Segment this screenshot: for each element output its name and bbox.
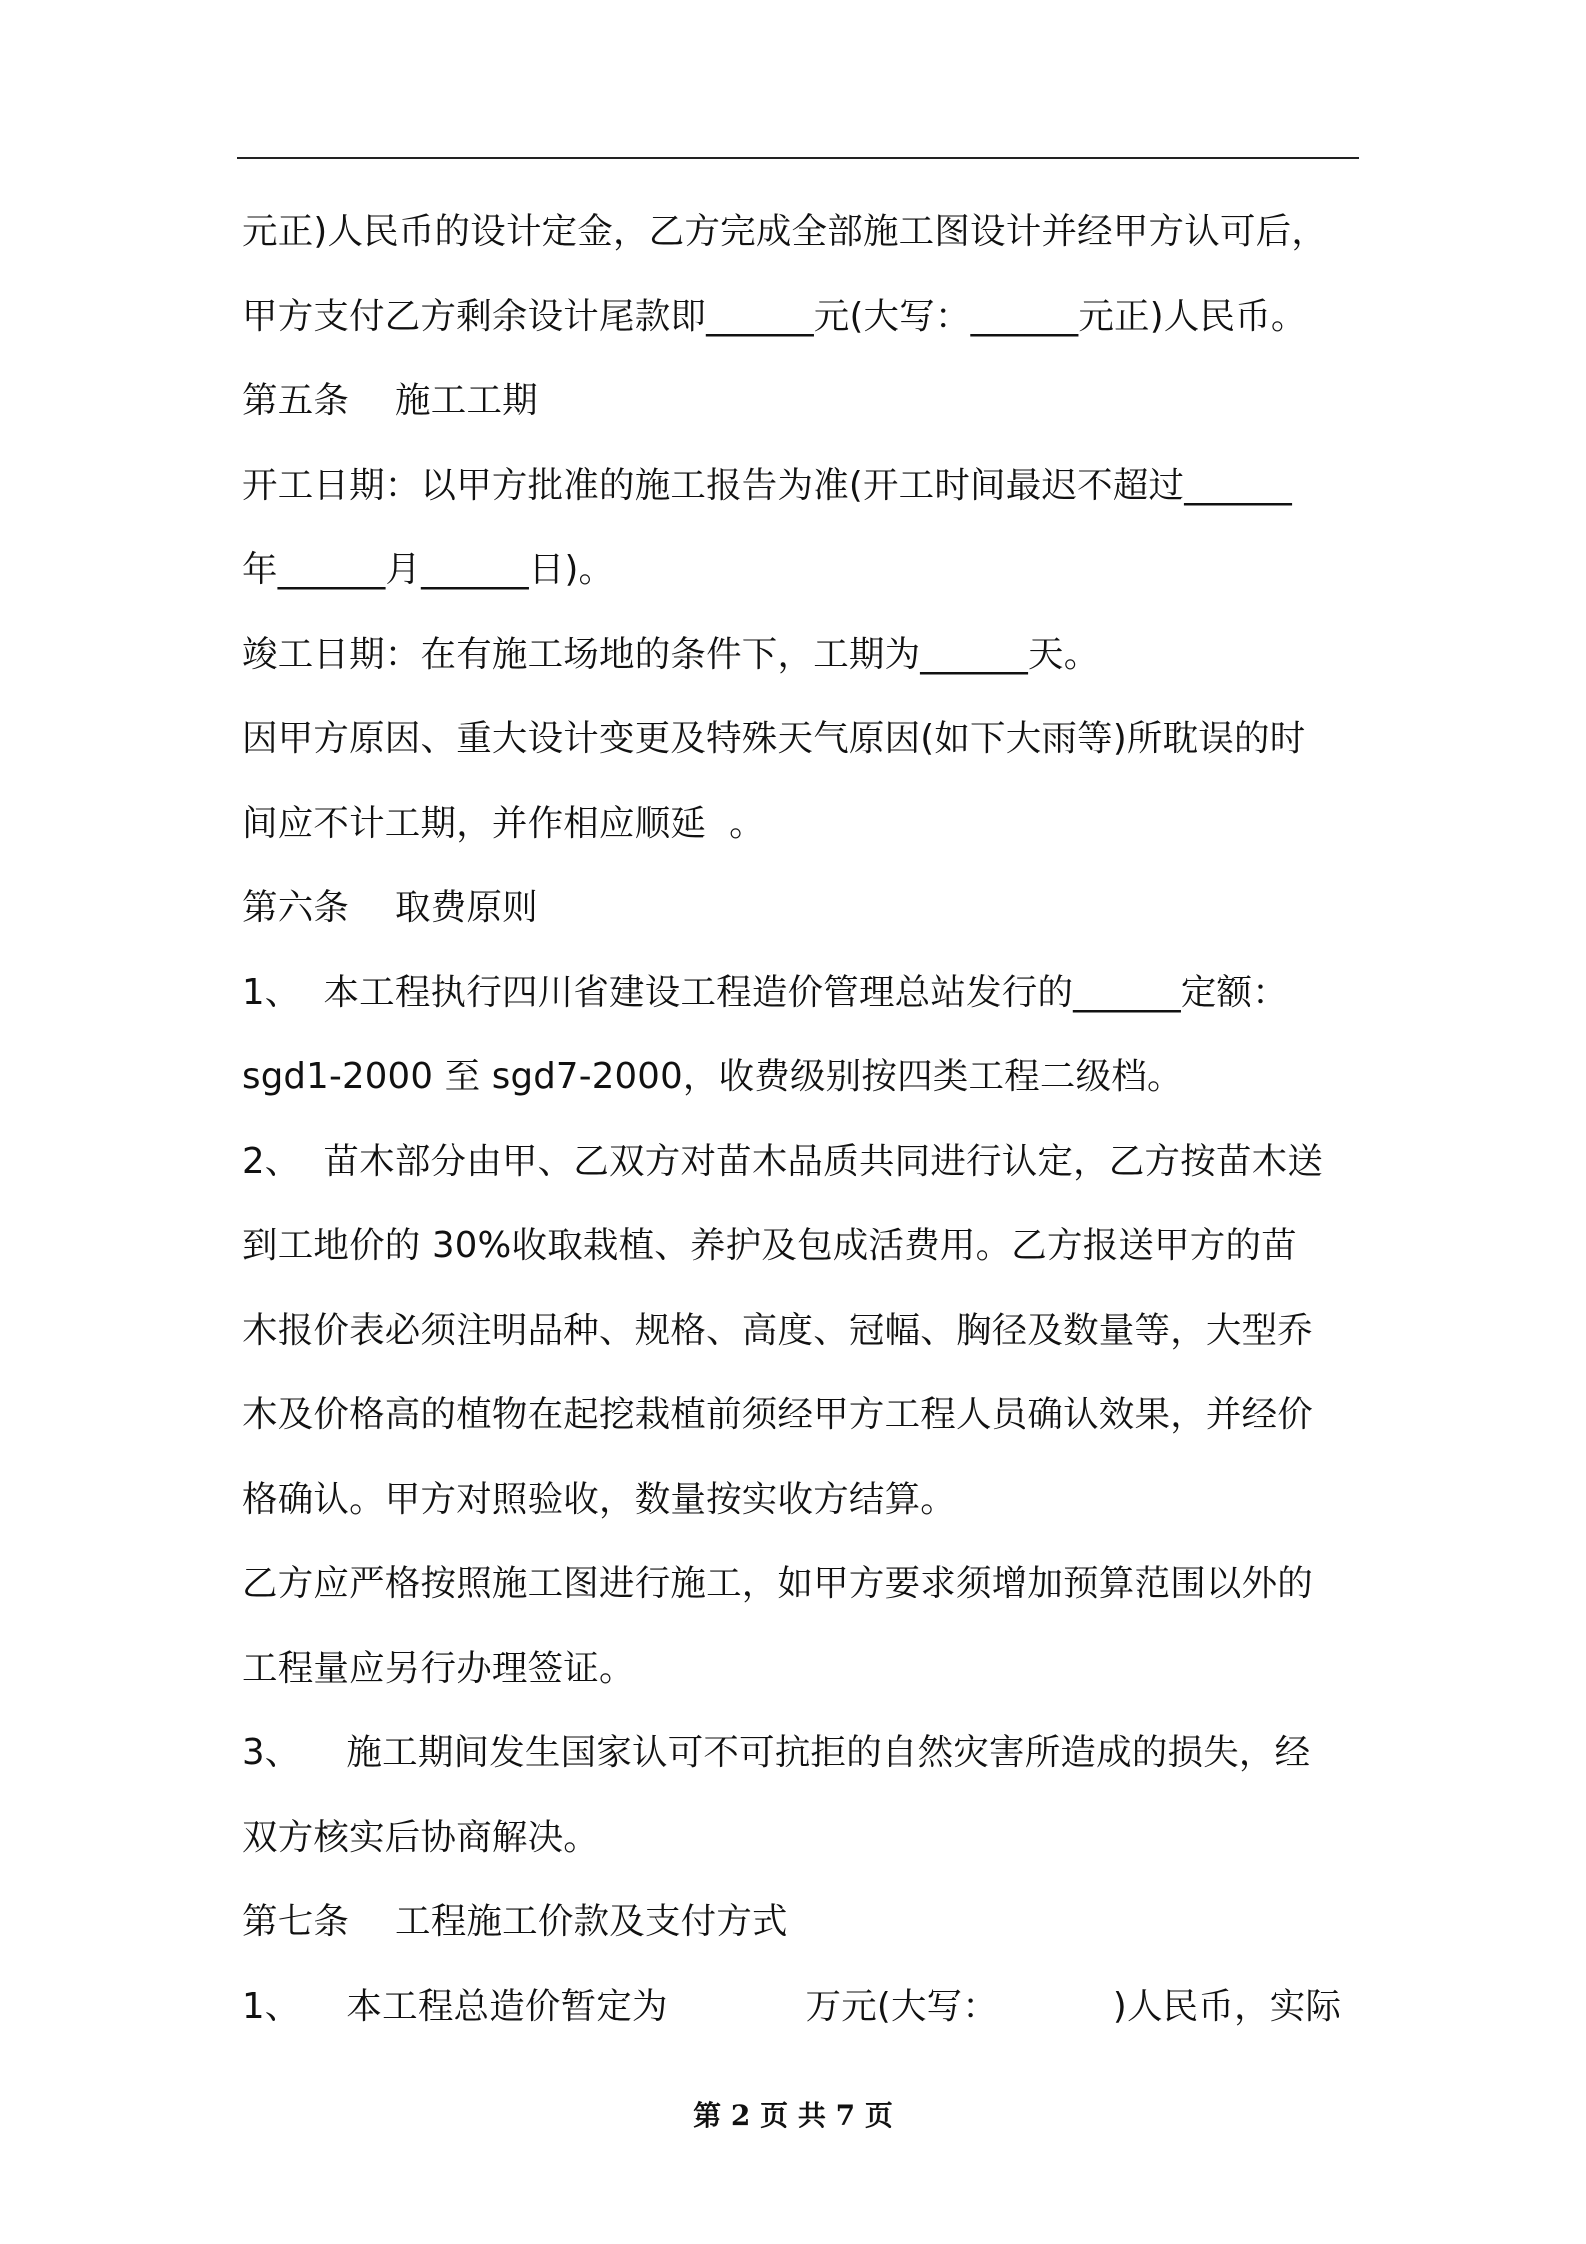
text-line: 竣工日期：在有施工场地的条件下，工期为______天。 [242, 633, 1100, 675]
text-line: 年______月______日)。 [242, 549, 615, 590]
text-line: 2、 苗木部分由甲、乙双方对苗木品质共同进行认定，乙方按苗木送 [242, 1140, 1324, 1182]
text-line: 乙方应严格按照施工图进行施工，如甲方要求须增加预算范围以外的 [242, 1563, 1314, 1604]
text-line: 1、 本工程执行四川省建设工程造价管理总站发行的______定额： [242, 971, 1288, 1013]
text-line: 元正)人民币的设计定金，乙方完成全部施工图设计并经甲方认可后， [242, 211, 1328, 252]
header-rule [237, 157, 1359, 159]
text-line: 开工日期：以甲方批准的施工报告为准(开工时间最迟不超过______ [242, 464, 1292, 506]
text-line: 格确认。甲方对照验收，数量按实收方结算。 [242, 1478, 957, 1520]
text-line: 木及价格高的植物在起挖栽植前须经甲方工程人员确认效果，并经价 [242, 1394, 1314, 1435]
text-line: 工程量应另行办理签证。 [242, 1647, 635, 1689]
section-heading: 第七条 工程施工价款及支付方式 [242, 1901, 788, 1942]
text-line: 到工地价的 30%收取栽植、养护及包成活费用。乙方报送甲方的苗 [242, 1225, 1297, 1266]
text-line: 双方核实后协商解决。 [242, 1816, 600, 1858]
text-line: 因甲方原因、重大设计变更及特殊天气原因(如下大雨等)所耽误的时 [242, 718, 1306, 759]
text-line: 木报价表必须注明品种、规格、高度、冠幅、胸径及数量等，大型乔 [242, 1309, 1314, 1351]
text-line: sgd1-2000 至 sgd7-2000，收费级别按四类工程二级档。 [242, 1056, 1183, 1097]
text-line: 3、 施工期间发生国家认可不可抗拒的自然灾害所造成的损失，经 [242, 1732, 1311, 1773]
text-line: 间应不计工期，并作相应顺延 。 [242, 802, 765, 844]
section-heading: 第五条 施工工期 [242, 380, 538, 421]
page-footer: 第 2 页 共 7 页 [693, 2099, 893, 2132]
section-heading: 第六条 取费原则 [242, 887, 538, 928]
text-line: 甲方支付乙方剩余设计尾款即______元(大写：______元正)人民币。 [242, 295, 1307, 337]
text-line: 1、 本工程总造价暂定为 万元(大写： )人民币，实际 [242, 1985, 1342, 2027]
document-body [242, 190, 1372, 2049]
